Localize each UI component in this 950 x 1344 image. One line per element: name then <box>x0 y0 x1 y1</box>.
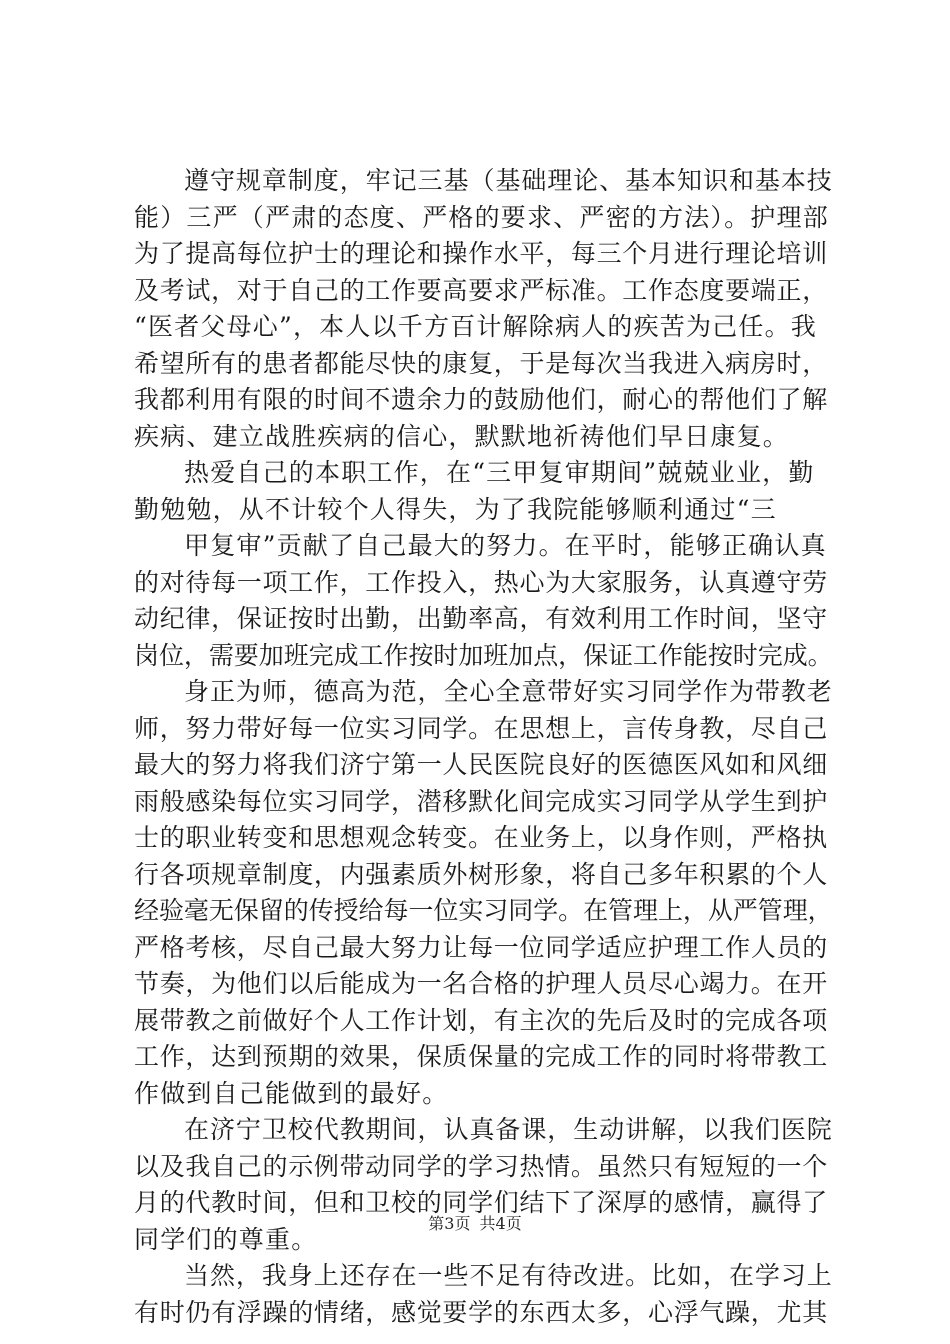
text-line: 最大的努力将我们济宁第一人民医院良好的医德医风如和风细 <box>134 750 828 779</box>
page-footer <box>0 1214 950 1234</box>
text-line: 勤勉勉，从不计较个人得失，为了我院能够顺利通过“三 <box>134 494 777 524</box>
text-line: 为了提高每位护士的理论和操作水平，每三个月进行理论培训 <box>134 239 828 268</box>
text-line: 作做到自己能做到的最好。 <box>134 1078 449 1108</box>
text-line: 岗位，需要加班完成工作按时加班加点，保证工作能按时完成。 <box>134 640 833 670</box>
text-line: 严格考核，尽自己最大努力让每一位同学适应护理工作人员的 <box>134 932 828 962</box>
text-line: 展带教之前做好个人工作计划，有主次的先后及时的完成各项 <box>134 1005 828 1035</box>
page-total: 共4页 <box>479 1214 522 1233</box>
text-line: 以及我自己的示例带动同学的学习热情。虽然只有短短的一个 <box>134 1151 828 1181</box>
text-line: 的对待每一项工作，工作投入，热心为大家服务，认真遵守劳 <box>134 567 828 597</box>
text-line: 有时仍有浮躁的情绪，感觉要学的东西太多，心浮气躁，尤其 <box>134 1297 828 1327</box>
text-line: 行各项规章制度，内强素质外树形象，将自己多年积累的个人 <box>134 859 828 889</box>
text-line: 士的职业转变和思想观念转变。在业务上，以身作则，严格执 <box>134 823 828 852</box>
text-line: 工作，达到预期的效果，保质保量的完成工作的同时将带教工 <box>134 1042 828 1071</box>
page-number: 第3页 <box>428 1214 471 1233</box>
text-line: 希望所有的患者都能尽快的康复，于是每次当我进入病房时， <box>134 348 828 378</box>
text-line: 身正为师，德高为范，全心全意带好实习同学作为带教老 <box>184 677 833 706</box>
text-line: 月的代教时间，但和卫校的同学们结下了深厚的感情，赢得了 <box>134 1188 828 1217</box>
text-line: 经验毫无保留的传授给每一位实习同学。在管理上，从严管理， <box>134 896 833 925</box>
text-line: 能）三严（严肃的态度、严格的要求、严密的方法）。护理部 <box>134 202 829 232</box>
text-line: 动纪律，保证按时出勤，出勤率高，有效利用工作时间，坚守 <box>134 604 828 633</box>
text-line: 当然，我身上还存在一些不足有待改进。比如，在学习上 <box>184 1261 833 1290</box>
text-line: 甲复审”贡献了自己最大的努力。在平时，能够正确认真 <box>184 531 827 560</box>
text-line: “医者父母心”，本人以千方百计解除病人的疾苦为己任。我 <box>134 312 817 341</box>
text-line: 我都利用有限的时间不遗余力的鼓励他们，耐心的帮他们了解 <box>134 385 828 414</box>
text-line: 雨般感染每位实习同学，潜移默化间完成实习同学从学生到护 <box>134 786 828 816</box>
text-line: 同学们的尊重。 <box>134 1224 318 1254</box>
text-line: 及考试，对于自己的工作要高要求严标准。工作态度要端正， <box>134 275 828 305</box>
text-line: 遵守规章制度，牢记三基（基础理论、基本知识和基本技 <box>184 166 833 195</box>
document-body <box>134 163 834 1331</box>
text-line: 热爱自己的本职工作，在“三甲复审期间”兢兢业业，勤 <box>184 458 815 487</box>
text-line: 在济宁卫校代教期间，认真备课，生动讲解，以我们医院 <box>184 1115 833 1144</box>
text-line: 师，努力带好每一位实习同学。在思想上，言传身教，尽自己 <box>134 713 828 743</box>
text-line: 节奏，为他们以后能成为一名合格的护理人员尽心竭力。在开 <box>134 969 828 998</box>
text-line: 疾病、建立战胜疾病的信心，默默地祈祷他们早日康复。 <box>134 421 790 451</box>
